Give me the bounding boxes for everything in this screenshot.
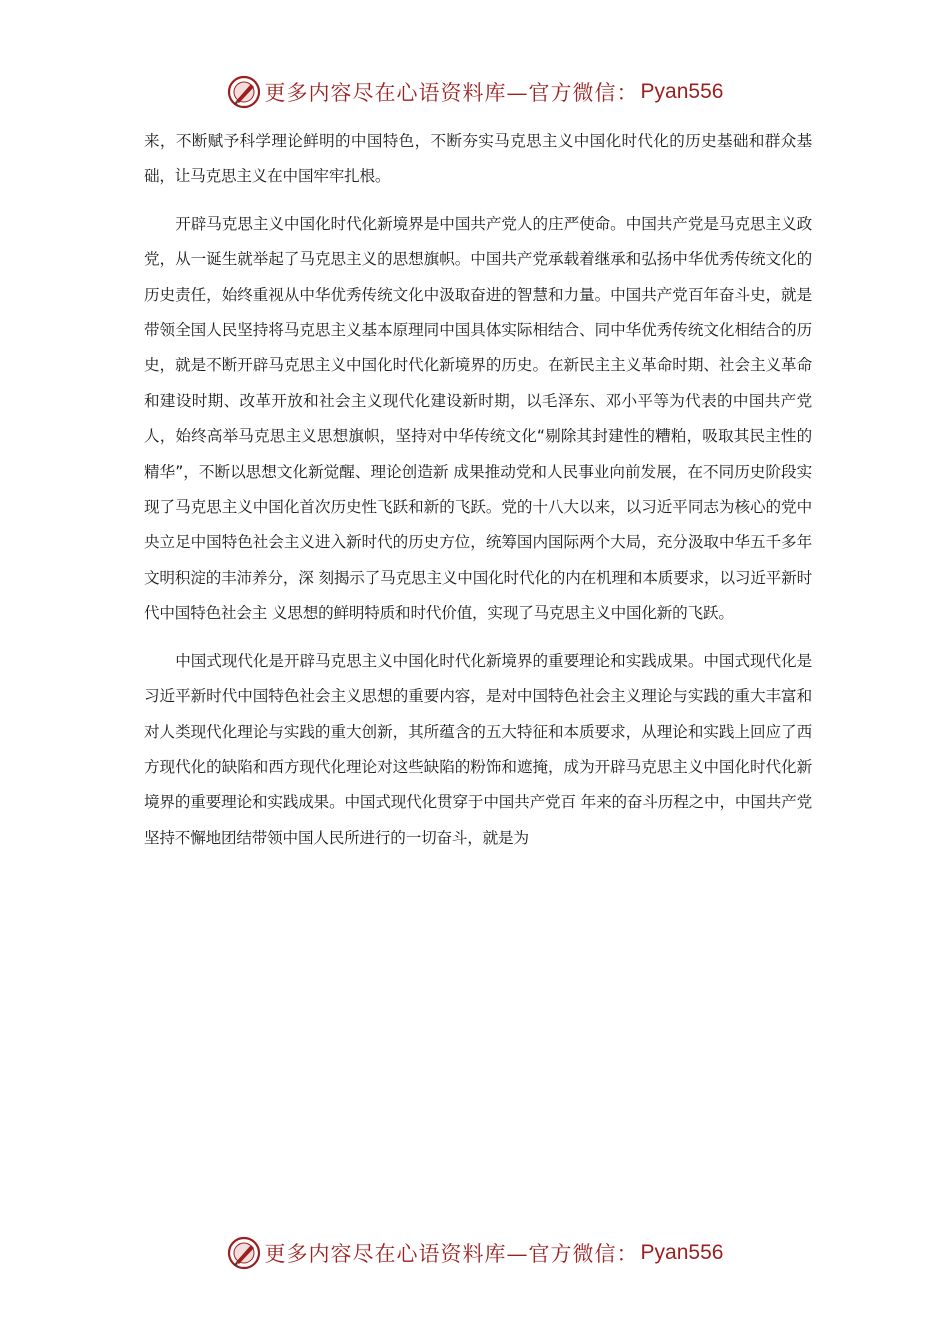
- document-body: [144, 124, 812, 868]
- watermark-text: 更多内容尽在心语资料库—官方微信：: [264, 81, 639, 105]
- footer-watermark: [0, 1233, 950, 1273]
- paragraph-3: 中国式现代化是开辟马克思主义中国化时代化新境界的重要理论和实践成果。中国式现代化是习近平新时代中国特色社会主义思想的重要内容，是对中国特色社会主义理论与实践的重大丰富和对人类现代化理论与实践的重大创新，其所蕴含的五大特征和本质要求，从理论和实践上回应了西方现代化的缺陷和西方现代化理论对这些缺陷的粉饰和遮掩，成为开辟马克思主义中国化时代化新境界的重要理论和实践成果。中国式现代化贯穿于中国共产党百 年来的奋斗历程之中，中国共产党坚持不懈地团结带领中国人民所进行的一切奋斗，就是为: [144, 651, 812, 847]
- pen-logo-icon: [227, 75, 261, 109]
- header-watermark: [0, 72, 950, 112]
- pen-logo-icon: [227, 1236, 261, 1270]
- paragraph-1: 来，不断赋予科学理论鲜明的中国特色，不断夯实马克思主义中国化时代化的历史基础和群众基础，让马克思主义在中国牢牢扎根。: [144, 132, 812, 186]
- watermark-wechat-id: Pyan556: [640, 1241, 724, 1264]
- paragraph-2: 开辟马克思主义中国化时代化新境界是中国共产党人的庄严使命。中国共产党是马克思主义政党，从一诞生就举起了马克思主义的思想旗帜。中国共产党承载着继承和弘扬中华优秀传统文化的历史责任，始终重视从中华优秀传统文化中汲取奋进的智慧和力量。中国共产党百年奋斗史，就是带领全国人民坚持将马克思主义基本原理同中国具体实际相结合、同中华优秀传统文化相结合的历史，就是不断开辟马克思主义中国化时代化新境界的历史。在新民主主义革命时期、社会主义革命和建设时期、改革开放和社会主义现代化建设新时期，以毛泽东、邓小平等为代表的中国共产党人，始终高举马克思主义思想旗帜，坚持对中华传统文化“剔除其封建性的糟粕，吸取其民主性的精华”，不断以思想文化新觉醒、理论创造新 成果推动党和人民事业向前发展，在不同历史阶段实现了马克思主义中国化首次历史性飞跃和新的飞跃。党的十八大以来，以习近平同志为核心的党中央立足中国特色社会主义进入新时代的历史方位，统筹国内国际两个大局，充分汲取中华五千多年文明积淀的丰沛养分，深 刻揭示了马克思主义中国化时代化的内在机理和本质要求，以习近平新时代中国特色社会主 义思想的鲜明特质和时代价值，实现了马克思主义中国化新的飞跃。: [144, 214, 812, 623]
- watermark-text: 更多内容尽在心语资料库—官方微信：: [264, 1242, 639, 1266]
- watermark-wechat-id: Pyan556: [640, 80, 724, 103]
